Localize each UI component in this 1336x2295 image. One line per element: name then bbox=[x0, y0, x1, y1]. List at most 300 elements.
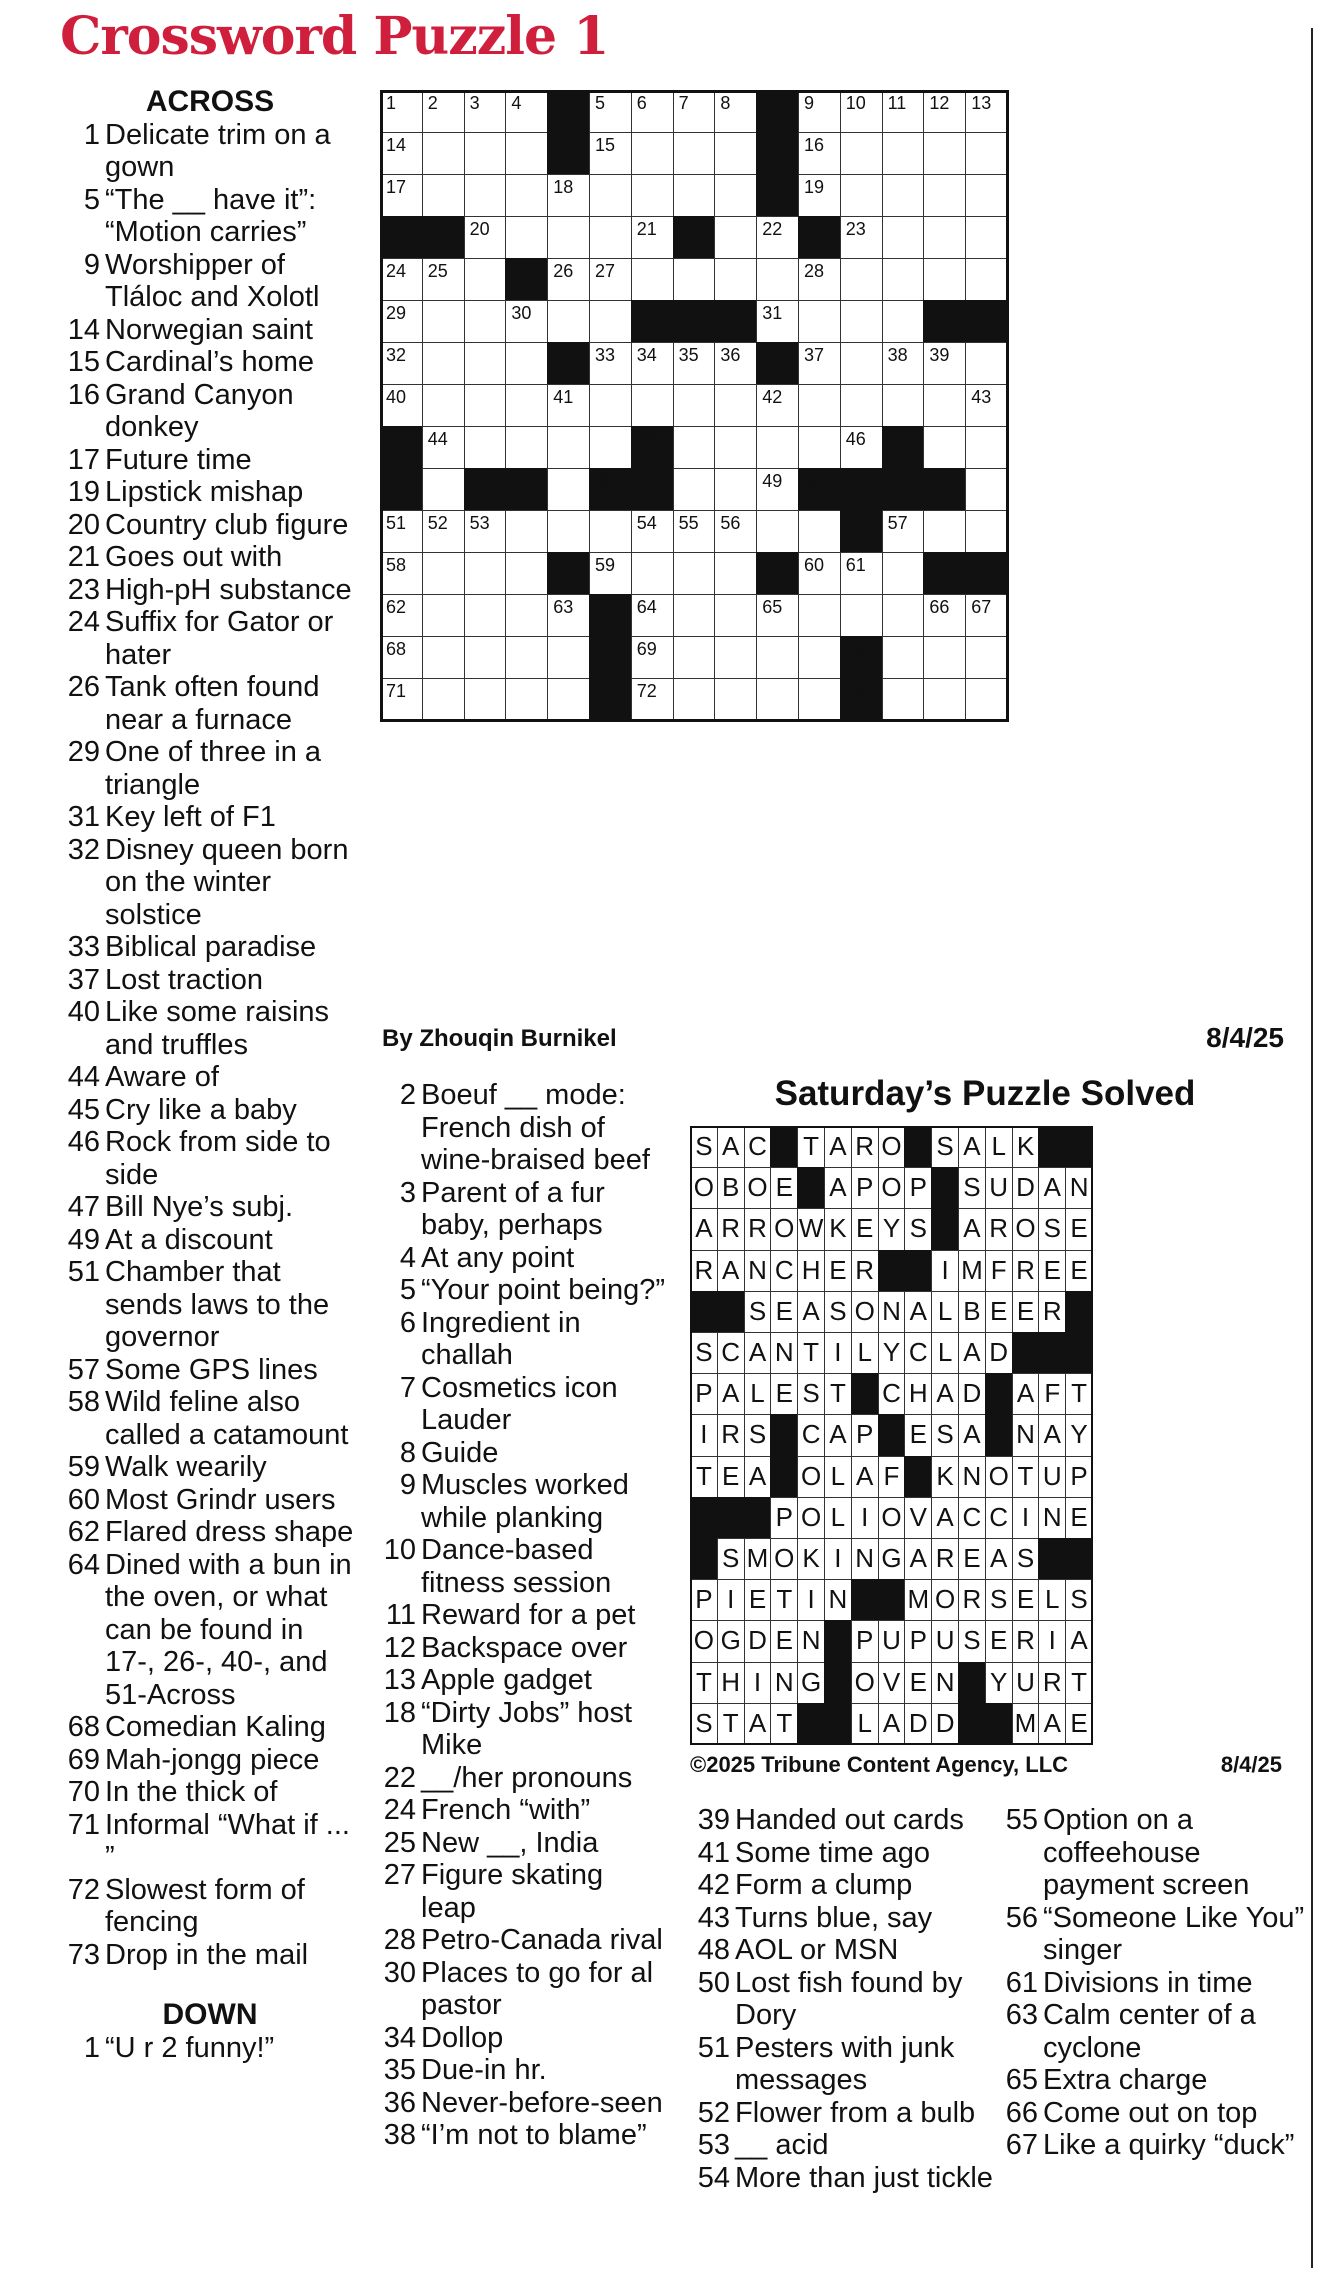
grid-cell[interactable] bbox=[756, 468, 799, 511]
grid-cell[interactable] bbox=[547, 636, 590, 679]
grid-cell[interactable] bbox=[589, 552, 632, 595]
grid-cell[interactable] bbox=[714, 678, 757, 721]
grid-cell[interactable] bbox=[422, 552, 465, 595]
solution-letter: U bbox=[878, 1620, 906, 1662]
grid-cell[interactable] bbox=[840, 216, 883, 259]
grid-cell[interactable] bbox=[714, 342, 757, 385]
grid-cell[interactable] bbox=[505, 678, 548, 721]
clue-text: Reward for a pet bbox=[421, 1599, 636, 1631]
grid-cell[interactable] bbox=[673, 384, 716, 427]
grid-cell[interactable] bbox=[464, 594, 507, 637]
clue-number: 51 bbox=[67, 1256, 100, 1288]
clue bbox=[690, 1837, 995, 1870]
clue-number: 2 bbox=[399, 1079, 416, 1111]
solution-letter: R bbox=[931, 1538, 959, 1580]
grid-cell[interactable] bbox=[714, 636, 757, 679]
clue bbox=[376, 1697, 666, 1762]
clue bbox=[60, 1224, 360, 1257]
grid-cell[interactable] bbox=[965, 426, 1008, 469]
grid-cell[interactable] bbox=[798, 258, 841, 301]
grid-cell[interactable] bbox=[380, 300, 423, 343]
solution-letter: C bbox=[878, 1373, 906, 1415]
grid-cell[interactable] bbox=[464, 132, 507, 175]
grid-cell[interactable] bbox=[965, 510, 1008, 553]
solution-letter: T bbox=[690, 1456, 718, 1498]
grid-cell[interactable] bbox=[631, 258, 674, 301]
grid-cell[interactable] bbox=[673, 342, 716, 385]
cell-number: 63 bbox=[553, 597, 574, 617]
solution-letter: V bbox=[904, 1497, 932, 1539]
solution-black-square bbox=[878, 1414, 906, 1456]
grid-cell[interactable] bbox=[923, 174, 966, 217]
grid-cell[interactable] bbox=[965, 678, 1008, 721]
grid-cell[interactable] bbox=[965, 384, 1008, 427]
grid-cell[interactable] bbox=[798, 300, 841, 343]
grid-cell[interactable] bbox=[714, 216, 757, 259]
solution-letter: T bbox=[797, 1126, 825, 1168]
grid-cell[interactable] bbox=[422, 342, 465, 385]
solution-letter: I bbox=[797, 1579, 825, 1621]
grid-cell[interactable] bbox=[589, 258, 632, 301]
grid-cell[interactable] bbox=[882, 636, 925, 679]
grid-cell[interactable] bbox=[798, 174, 841, 217]
clue-number: 28 bbox=[383, 1924, 416, 1956]
grid-cell[interactable] bbox=[965, 594, 1008, 637]
grid-cell[interactable] bbox=[505, 132, 548, 175]
grid-cell[interactable] bbox=[840, 300, 883, 343]
grid-cell[interactable] bbox=[505, 342, 548, 385]
clue-text: Most Grindr users bbox=[105, 1483, 336, 1516]
down-header: DOWN bbox=[162, 1998, 258, 2031]
clue-number: 14 bbox=[67, 313, 100, 346]
clue bbox=[60, 1744, 360, 1777]
grid-cell[interactable] bbox=[631, 552, 674, 595]
clue-number: 47 bbox=[67, 1191, 100, 1223]
clue-number: 8 bbox=[399, 1436, 416, 1469]
grid-cell[interactable] bbox=[673, 468, 716, 511]
solution-letter: D bbox=[931, 1703, 959, 1745]
grid-cell[interactable] bbox=[882, 552, 925, 595]
grid-cell[interactable] bbox=[714, 258, 757, 301]
grid-cell[interactable] bbox=[673, 426, 716, 469]
grid-cell[interactable] bbox=[882, 174, 925, 217]
grid-cell[interactable] bbox=[380, 678, 423, 721]
grid-cell[interactable] bbox=[422, 594, 465, 637]
clue-text: Petro-Canada rival bbox=[421, 1924, 663, 1956]
solution-letter: L bbox=[824, 1456, 852, 1498]
solution-letter: T bbox=[1012, 1456, 1040, 1498]
grid-cell[interactable] bbox=[756, 258, 799, 301]
solution-letter: A bbox=[958, 1414, 986, 1456]
solution-letter: L bbox=[931, 1291, 959, 1333]
grid-cell[interactable] bbox=[756, 594, 799, 637]
grid-cell[interactable] bbox=[923, 342, 966, 385]
solution-letter: N bbox=[1012, 1414, 1040, 1456]
grid-cell[interactable] bbox=[714, 594, 757, 637]
grid-cell[interactable] bbox=[840, 132, 883, 175]
clue-number: 22 bbox=[383, 1761, 416, 1794]
clue-number: 4 bbox=[399, 1241, 416, 1274]
grid-cell[interactable] bbox=[882, 90, 925, 133]
solution-letter: Y bbox=[878, 1208, 906, 1250]
grid-cell[interactable] bbox=[840, 174, 883, 217]
grid-cell[interactable] bbox=[714, 552, 757, 595]
solution-letter: D bbox=[985, 1332, 1013, 1374]
grid-cell[interactable] bbox=[505, 636, 548, 679]
grid-cell[interactable] bbox=[923, 384, 966, 427]
solution-letter: A bbox=[958, 1208, 986, 1250]
grid-cell[interactable] bbox=[547, 510, 590, 553]
grid-cell[interactable] bbox=[631, 636, 674, 679]
grid-cell[interactable] bbox=[798, 678, 841, 721]
solution-letter: L bbox=[931, 1332, 959, 1374]
clue-text: Delicate trim on a gown bbox=[105, 118, 331, 183]
grid-cell[interactable] bbox=[798, 426, 841, 469]
grid-cell[interactable] bbox=[840, 426, 883, 469]
grid-cell[interactable] bbox=[798, 384, 841, 427]
grid-cell[interactable] bbox=[631, 384, 674, 427]
grid-cell[interactable] bbox=[422, 90, 465, 133]
clue bbox=[60, 1711, 360, 1744]
cell-number: 36 bbox=[720, 345, 741, 365]
clue-text: High-pH substance bbox=[105, 573, 352, 606]
grid-cell[interactable] bbox=[464, 636, 507, 679]
grid-cell[interactable] bbox=[505, 174, 548, 217]
grid-cell[interactable] bbox=[464, 216, 507, 259]
clue-text: French “with” bbox=[421, 1794, 591, 1826]
grid-cell[interactable] bbox=[589, 300, 632, 343]
grid-cell[interactable] bbox=[882, 678, 925, 721]
clue-number: 34 bbox=[383, 2021, 416, 2054]
grid-cell[interactable] bbox=[673, 90, 716, 133]
grid-cell[interactable] bbox=[923, 594, 966, 637]
grid-cell[interactable] bbox=[464, 678, 507, 721]
grid-cell[interactable] bbox=[756, 384, 799, 427]
solution-letter: R bbox=[1012, 1250, 1040, 1292]
grid-cell[interactable] bbox=[840, 342, 883, 385]
grid-cell[interactable] bbox=[756, 678, 799, 721]
grid-cell[interactable] bbox=[882, 300, 925, 343]
grid-cell[interactable] bbox=[965, 216, 1008, 259]
clue-number: 48 bbox=[697, 1934, 730, 1966]
grid-cell[interactable] bbox=[923, 510, 966, 553]
grid-cell[interactable] bbox=[798, 594, 841, 637]
grid-cell[interactable] bbox=[589, 216, 632, 259]
solution-letter: A bbox=[1038, 1167, 1066, 1209]
solution-letter: P bbox=[770, 1497, 798, 1539]
solution-black-square bbox=[1038, 1332, 1066, 1374]
grid-cell[interactable] bbox=[547, 678, 590, 721]
clue bbox=[60, 736, 360, 801]
grid-cell[interactable] bbox=[923, 636, 966, 679]
grid-cell[interactable] bbox=[714, 90, 757, 133]
grid-cell[interactable] bbox=[589, 90, 632, 133]
grid-cell[interactable] bbox=[965, 342, 1008, 385]
clue-number: 21 bbox=[67, 541, 100, 573]
grid-cell[interactable] bbox=[422, 300, 465, 343]
solution-letter: S bbox=[797, 1373, 825, 1415]
solution-black-square bbox=[717, 1291, 745, 1333]
grid-cell[interactable] bbox=[422, 468, 465, 511]
grid-cell[interactable] bbox=[756, 216, 799, 259]
grid-cell[interactable] bbox=[923, 426, 966, 469]
cell-number: 2 bbox=[427, 93, 438, 113]
clue-text: Informal “What if ... ” bbox=[105, 1808, 350, 1873]
grid-cell[interactable] bbox=[965, 132, 1008, 175]
grid-cell[interactable] bbox=[882, 132, 925, 175]
grid-cell[interactable] bbox=[631, 216, 674, 259]
grid-cell[interactable] bbox=[589, 426, 632, 469]
solution-letter: U bbox=[985, 1167, 1013, 1209]
black-square bbox=[380, 468, 423, 511]
grid-cell[interactable] bbox=[923, 258, 966, 301]
solution-letter: O bbox=[1012, 1208, 1040, 1250]
grid-cell[interactable] bbox=[923, 132, 966, 175]
grid-cell[interactable] bbox=[380, 342, 423, 385]
solution-letter: Y bbox=[985, 1662, 1013, 1704]
solution-letter: N bbox=[824, 1579, 852, 1621]
grid-cell[interactable] bbox=[422, 174, 465, 217]
black-square bbox=[923, 468, 966, 511]
grid-cell[interactable] bbox=[798, 90, 841, 133]
black-square bbox=[422, 216, 465, 259]
clue-text: Grand Canyon donkey bbox=[105, 378, 294, 443]
grid-cell[interactable] bbox=[464, 258, 507, 301]
grid-cell[interactable] bbox=[505, 426, 548, 469]
grid-cell[interactable] bbox=[547, 258, 590, 301]
solution-letter: C bbox=[904, 1332, 932, 1374]
grid-cell[interactable] bbox=[756, 300, 799, 343]
grid-cell[interactable] bbox=[798, 552, 841, 595]
grid-cell[interactable] bbox=[631, 342, 674, 385]
grid-cell[interactable] bbox=[798, 636, 841, 679]
grid-cell[interactable] bbox=[505, 510, 548, 553]
solution-letter: O bbox=[770, 1208, 798, 1250]
across-clues-column bbox=[60, 86, 360, 2064]
grid-cell[interactable] bbox=[464, 552, 507, 595]
grid-cell[interactable] bbox=[422, 636, 465, 679]
grid-cell[interactable] bbox=[882, 384, 925, 427]
grid-cell[interactable] bbox=[505, 300, 548, 343]
grid-cell[interactable] bbox=[547, 384, 590, 427]
grid-cell[interactable] bbox=[631, 678, 674, 721]
byline: By Zhouqin Burnikel bbox=[382, 1025, 617, 1052]
cell-number: 11 bbox=[887, 93, 907, 113]
solution-letter: B bbox=[958, 1291, 986, 1333]
clue-text: Calm center of a cyclone bbox=[1043, 1999, 1256, 2064]
grid-cell[interactable] bbox=[547, 216, 590, 259]
clue bbox=[60, 931, 360, 964]
grid-cell[interactable] bbox=[505, 552, 548, 595]
solution-letter: A bbox=[958, 1126, 986, 1168]
clue-number: 23 bbox=[67, 573, 100, 606]
grid-cell[interactable] bbox=[547, 468, 590, 511]
solution-letter: A bbox=[904, 1291, 932, 1333]
grid-cell[interactable] bbox=[380, 174, 423, 217]
black-square bbox=[756, 552, 799, 595]
grid-cell[interactable] bbox=[547, 594, 590, 637]
grid-cell[interactable] bbox=[422, 132, 465, 175]
clue bbox=[60, 509, 360, 542]
grid-cell[interactable] bbox=[923, 216, 966, 259]
grid-cell[interactable] bbox=[464, 342, 507, 385]
solution-letter: O bbox=[878, 1126, 906, 1168]
solution-letter: O bbox=[878, 1167, 906, 1209]
grid-cell[interactable] bbox=[756, 510, 799, 553]
grid-cell[interactable] bbox=[547, 300, 590, 343]
clue bbox=[60, 314, 360, 347]
black-square bbox=[547, 90, 590, 133]
black-square bbox=[631, 426, 674, 469]
grid-cell[interactable] bbox=[714, 132, 757, 175]
grid-cell[interactable] bbox=[882, 216, 925, 259]
grid-cell[interactable] bbox=[547, 174, 590, 217]
grid-cell[interactable] bbox=[464, 300, 507, 343]
grid-cell[interactable] bbox=[673, 132, 716, 175]
grid-cell[interactable] bbox=[380, 510, 423, 553]
grid-cell[interactable] bbox=[589, 132, 632, 175]
grid-cell[interactable] bbox=[756, 636, 799, 679]
grid-cell[interactable] bbox=[965, 468, 1008, 511]
black-square bbox=[380, 216, 423, 259]
grid-cell[interactable] bbox=[798, 132, 841, 175]
grid-cell[interactable] bbox=[589, 384, 632, 427]
clue-text: Form a clump bbox=[735, 1869, 913, 1901]
clue bbox=[60, 541, 360, 574]
grid-cell[interactable] bbox=[505, 384, 548, 427]
grid-cell[interactable] bbox=[673, 174, 716, 217]
clue-text: One of three in a triangle bbox=[105, 736, 322, 801]
clue-number: 64 bbox=[67, 1548, 100, 1581]
grid-cell[interactable] bbox=[422, 678, 465, 721]
grid-cell[interactable] bbox=[422, 426, 465, 469]
grid-cell[interactable] bbox=[464, 426, 507, 469]
cell-number: 68 bbox=[386, 639, 407, 659]
clue-text: Lost fish found by Dory bbox=[735, 1966, 963, 2031]
grid-cell[interactable] bbox=[422, 510, 465, 553]
solution-letter: Y bbox=[1065, 1414, 1093, 1456]
grid-cell[interactable] bbox=[464, 174, 507, 217]
grid-cell[interactable] bbox=[422, 258, 465, 301]
cell-number: 8 bbox=[720, 93, 731, 113]
clue-text: Disney queen born on the winter solstice bbox=[105, 833, 349, 931]
grid-cell[interactable] bbox=[923, 90, 966, 133]
solution-black-square bbox=[797, 1703, 825, 1745]
grid-cell[interactable] bbox=[631, 594, 674, 637]
black-square bbox=[631, 468, 674, 511]
grid-cell[interactable] bbox=[840, 594, 883, 637]
grid-cell[interactable] bbox=[840, 258, 883, 301]
solution-letter: E bbox=[985, 1620, 1013, 1662]
grid-cell[interactable] bbox=[965, 90, 1008, 133]
grid-cell[interactable] bbox=[882, 594, 925, 637]
solution-black-square bbox=[878, 1579, 906, 1621]
grid-cell[interactable] bbox=[422, 384, 465, 427]
solution-letter: F bbox=[878, 1456, 906, 1498]
solution-letter: H bbox=[904, 1373, 932, 1415]
clue-text: Divisions in time bbox=[1043, 1966, 1253, 1999]
grid-cell[interactable] bbox=[464, 90, 507, 133]
grid-cell[interactable] bbox=[464, 384, 507, 427]
grid-cell[interactable] bbox=[380, 594, 423, 637]
grid-cell[interactable] bbox=[840, 90, 883, 133]
grid-cell[interactable] bbox=[673, 636, 716, 679]
clue-text: Cardinal’s home bbox=[105, 346, 315, 378]
clue bbox=[60, 184, 360, 249]
solution-letter: N bbox=[770, 1662, 798, 1704]
grid-cell[interactable] bbox=[714, 468, 757, 511]
clue-number: 35 bbox=[383, 2054, 416, 2086]
solution-letter: M bbox=[904, 1579, 932, 1621]
grid-cell[interactable] bbox=[756, 426, 799, 469]
grid-cell[interactable] bbox=[923, 678, 966, 721]
grid-cell[interactable] bbox=[631, 90, 674, 133]
grid-cell[interactable] bbox=[505, 594, 548, 637]
grid-cell[interactable] bbox=[631, 174, 674, 217]
clue bbox=[60, 1354, 360, 1387]
grid-cell[interactable] bbox=[380, 90, 423, 133]
grid-cell[interactable] bbox=[714, 510, 757, 553]
black-square bbox=[840, 510, 883, 553]
grid-cell[interactable] bbox=[589, 174, 632, 217]
grid-cell[interactable] bbox=[714, 174, 757, 217]
grid-cell[interactable] bbox=[965, 636, 1008, 679]
grid-cell[interactable] bbox=[673, 594, 716, 637]
grid-cell[interactable] bbox=[882, 258, 925, 301]
grid-cell[interactable] bbox=[380, 258, 423, 301]
solution-letter: E bbox=[717, 1456, 745, 1498]
grid-cell[interactable] bbox=[714, 384, 757, 427]
solution-letter: D bbox=[904, 1703, 932, 1745]
grid-cell[interactable] bbox=[505, 90, 548, 133]
grid-cell[interactable] bbox=[714, 426, 757, 469]
solution-letter: F bbox=[985, 1250, 1013, 1292]
grid-cell[interactable] bbox=[798, 510, 841, 553]
solution-letter: I bbox=[824, 1332, 852, 1374]
grid-cell[interactable] bbox=[380, 384, 423, 427]
solution-letter: E bbox=[904, 1662, 932, 1704]
grid-cell[interactable] bbox=[840, 384, 883, 427]
solution-letter: S bbox=[1038, 1208, 1066, 1250]
grid-cell[interactable] bbox=[673, 678, 716, 721]
grid-cell[interactable] bbox=[965, 258, 1008, 301]
grid-cell[interactable] bbox=[965, 174, 1008, 217]
clue-text: Like a quirky “duck” bbox=[1043, 2129, 1295, 2161]
grid-cell[interactable] bbox=[840, 552, 883, 595]
grid-cell[interactable] bbox=[464, 510, 507, 553]
grid-cell[interactable] bbox=[380, 552, 423, 595]
grid-cell[interactable] bbox=[380, 636, 423, 679]
grid-cell[interactable] bbox=[631, 510, 674, 553]
grid-cell[interactable] bbox=[631, 132, 674, 175]
clue-text: Due-in hr. bbox=[421, 2054, 547, 2086]
grid-cell[interactable] bbox=[505, 216, 548, 259]
grid-cell[interactable] bbox=[673, 258, 716, 301]
grid-cell[interactable] bbox=[547, 426, 590, 469]
grid-cell[interactable] bbox=[673, 552, 716, 595]
grid-cell[interactable] bbox=[673, 510, 716, 553]
clue bbox=[60, 1874, 360, 1939]
grid-cell[interactable] bbox=[589, 510, 632, 553]
clue-text: Lipstick mishap bbox=[105, 476, 304, 508]
grid-cell[interactable] bbox=[882, 510, 925, 553]
grid-cell[interactable] bbox=[589, 342, 632, 385]
solution-letter: F bbox=[1038, 1373, 1066, 1415]
grid-cell[interactable] bbox=[380, 132, 423, 175]
grid-cell[interactable] bbox=[882, 342, 925, 385]
solution-letter: A bbox=[744, 1703, 772, 1745]
grid-cell[interactable] bbox=[798, 342, 841, 385]
